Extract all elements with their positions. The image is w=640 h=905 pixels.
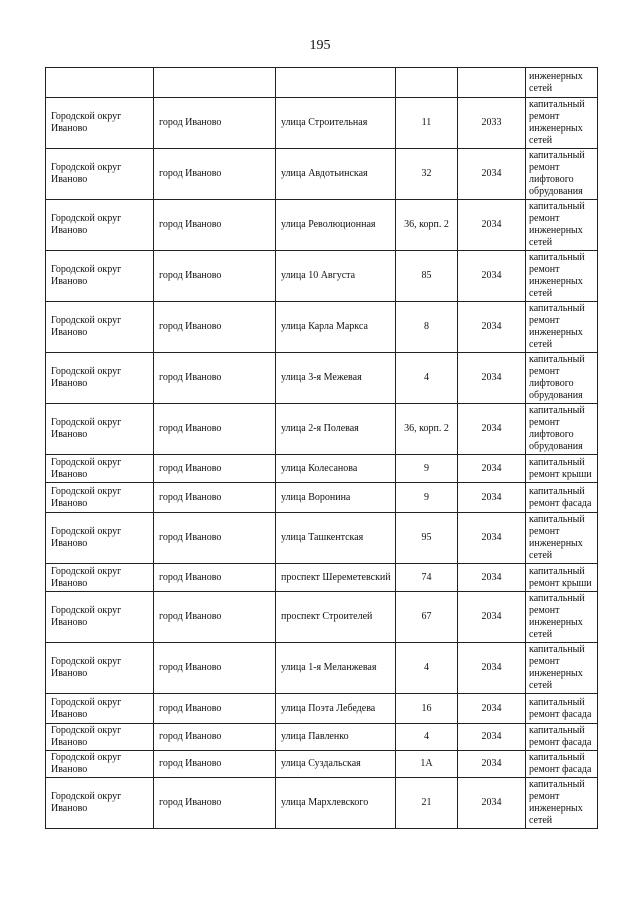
- cell-city: город Иваново: [154, 200, 276, 251]
- cell-district: Городской округ Иваново: [46, 513, 154, 564]
- cell-city: город Иваново: [154, 592, 276, 643]
- cell-house: 9: [396, 455, 458, 483]
- cell-city: город Иваново: [154, 149, 276, 200]
- cell-year: 2034: [458, 404, 526, 455]
- cell-work: капитальный ремонт фасада: [526, 751, 598, 778]
- cell-year: 2034: [458, 251, 526, 302]
- cell-district: Городской округ Иваново: [46, 98, 154, 149]
- table-row: [46, 404, 598, 455]
- cell-year: 2034: [458, 149, 526, 200]
- cell-district: Городской округ Иваново: [46, 778, 154, 829]
- cell-work: капитальный ремонт инженерных сетей: [526, 513, 598, 564]
- cell-district: Городской округ Иваново: [46, 251, 154, 302]
- cell-house: 32: [396, 149, 458, 200]
- table-row: [46, 778, 598, 829]
- cell-city: город Иваново: [154, 751, 276, 778]
- cell-year: 2034: [458, 778, 526, 829]
- table-row: [46, 302, 598, 353]
- cell-year: 2034: [458, 483, 526, 513]
- cell-year: 2034: [458, 513, 526, 564]
- cell-house: 95: [396, 513, 458, 564]
- cell-work: капитальный ремонт инженерных сетей: [526, 592, 598, 643]
- cell-street: улица Павленко: [276, 724, 396, 751]
- table-row: [46, 643, 598, 694]
- cell-street: улица Строительная: [276, 98, 396, 149]
- cell-house: 74: [396, 564, 458, 592]
- table-row: [46, 592, 598, 643]
- cell-year: 2034: [458, 455, 526, 483]
- cell-house: 85: [396, 251, 458, 302]
- cell-year: 2034: [458, 694, 526, 724]
- cell-city: город Иваново: [154, 98, 276, 149]
- cell-street: улица 10 Августа: [276, 251, 396, 302]
- cell-work: капитальный ремонт инженерных сетей: [526, 302, 598, 353]
- cell-year: 2034: [458, 592, 526, 643]
- registry-table: [45, 67, 598, 829]
- cell-house: 8: [396, 302, 458, 353]
- cell-district: Городской округ Иваново: [46, 149, 154, 200]
- cell-street: улица 2-я Полевая: [276, 404, 396, 455]
- cell-year: 2033: [458, 98, 526, 149]
- cell-street: улица Карла Маркса: [276, 302, 396, 353]
- table-row: [46, 751, 598, 778]
- cell-city: город Иваново: [154, 251, 276, 302]
- cell-year: 2034: [458, 353, 526, 404]
- cell-district: Городской округ Иваново: [46, 455, 154, 483]
- cell-house: 1А: [396, 751, 458, 778]
- cell-city: город Иваново: [154, 778, 276, 829]
- cell-work: капитальный ремонт фасада: [526, 483, 598, 513]
- cell-street: [276, 68, 396, 98]
- cell-district: Городской округ Иваново: [46, 694, 154, 724]
- cell-street: улица 1-я Меланжевая: [276, 643, 396, 694]
- table-row: [46, 455, 598, 483]
- cell-district: Городской округ Иваново: [46, 200, 154, 251]
- cell-district: Городской округ Иваново: [46, 564, 154, 592]
- cell-street: улица Мархлевского: [276, 778, 396, 829]
- cell-district: Городской округ Иваново: [46, 724, 154, 751]
- cell-year: 2034: [458, 302, 526, 353]
- cell-district: [46, 68, 154, 98]
- cell-house: 4: [396, 643, 458, 694]
- cell-work: капитальный ремонт инженерных сетей: [526, 98, 598, 149]
- table-row: [46, 353, 598, 404]
- cell-district: Городской округ Иваново: [46, 404, 154, 455]
- cell-city: город Иваново: [154, 564, 276, 592]
- cell-house: 21: [396, 778, 458, 829]
- cell-house: 36, корп. 2: [396, 200, 458, 251]
- table-row: [46, 513, 598, 564]
- cell-city: [154, 68, 276, 98]
- cell-work: капитальный ремонт фасада: [526, 694, 598, 724]
- cell-house: 67: [396, 592, 458, 643]
- cell-work: капитальный ремонт лифтового обрудования: [526, 149, 598, 200]
- cell-city: город Иваново: [154, 694, 276, 724]
- cell-house: 4: [396, 353, 458, 404]
- cell-house: 16: [396, 694, 458, 724]
- cell-district: Городской округ Иваново: [46, 643, 154, 694]
- table-row: [46, 251, 598, 302]
- cell-work: капитальный ремонт лифтового обрудования: [526, 404, 598, 455]
- cell-year: 2034: [458, 724, 526, 751]
- cell-street: улица Колесанова: [276, 455, 396, 483]
- cell-house: 4: [396, 724, 458, 751]
- cell-street: проспект Строителей: [276, 592, 396, 643]
- cell-work: капитальный ремонт лифтового обрудования: [526, 353, 598, 404]
- cell-house: 11: [396, 98, 458, 149]
- cell-street: улица 3-я Межевая: [276, 353, 396, 404]
- cell-street: проспект Шереметевский: [276, 564, 396, 592]
- cell-year: 2034: [458, 643, 526, 694]
- cell-year: [458, 68, 526, 98]
- cell-street: улица Ташкентская: [276, 513, 396, 564]
- cell-street: улица Поэта Лебедева: [276, 694, 396, 724]
- cell-work: капитальный ремонт фасада: [526, 724, 598, 751]
- cell-city: город Иваново: [154, 724, 276, 751]
- cell-street: улица Суздальская: [276, 751, 396, 778]
- cell-city: город Иваново: [154, 643, 276, 694]
- cell-work: капитальный ремонт инженерных сетей: [526, 643, 598, 694]
- cell-house: 36, корп. 2: [396, 404, 458, 455]
- table-row: [46, 98, 598, 149]
- cell-house: 9: [396, 483, 458, 513]
- cell-work: капитальный ремонт инженерных сетей: [526, 200, 598, 251]
- table-row: [46, 564, 598, 592]
- cell-district: Городской округ Иваново: [46, 592, 154, 643]
- registry-table-body: [46, 68, 598, 829]
- cell-work: капитальный ремонт крыши: [526, 455, 598, 483]
- cell-district: Городской округ Иваново: [46, 751, 154, 778]
- cell-work: инженерных сетей: [526, 68, 598, 98]
- cell-district: Городской округ Иваново: [46, 483, 154, 513]
- cell-work: капитальный ремонт крыши: [526, 564, 598, 592]
- cell-city: город Иваново: [154, 455, 276, 483]
- cell-city: город Иваново: [154, 483, 276, 513]
- page-number: 195: [309, 38, 331, 53]
- table-row: [46, 483, 598, 513]
- cell-district: Городской округ Иваново: [46, 302, 154, 353]
- table-row: [46, 149, 598, 200]
- cell-year: 2034: [458, 751, 526, 778]
- cell-city: город Иваново: [154, 302, 276, 353]
- cell-street: улица Воронина: [276, 483, 396, 513]
- cell-year: 2034: [458, 200, 526, 251]
- cell-city: город Иваново: [154, 353, 276, 404]
- cell-street: улица Авдотьинская: [276, 149, 396, 200]
- cell-city: город Иваново: [154, 513, 276, 564]
- cell-street: улица Революционная: [276, 200, 396, 251]
- cell-work: капитальный ремонт инженерных сетей: [526, 251, 598, 302]
- cell-work: капитальный ремонт инженерных сетей: [526, 778, 598, 829]
- cell-city: город Иваново: [154, 404, 276, 455]
- table-row: [46, 200, 598, 251]
- table-row-continuation: [46, 68, 598, 98]
- cell-year: 2034: [458, 564, 526, 592]
- cell-house: [396, 68, 458, 98]
- table-row: [46, 724, 598, 751]
- table-row: [46, 694, 598, 724]
- cell-district: Городской округ Иваново: [46, 353, 154, 404]
